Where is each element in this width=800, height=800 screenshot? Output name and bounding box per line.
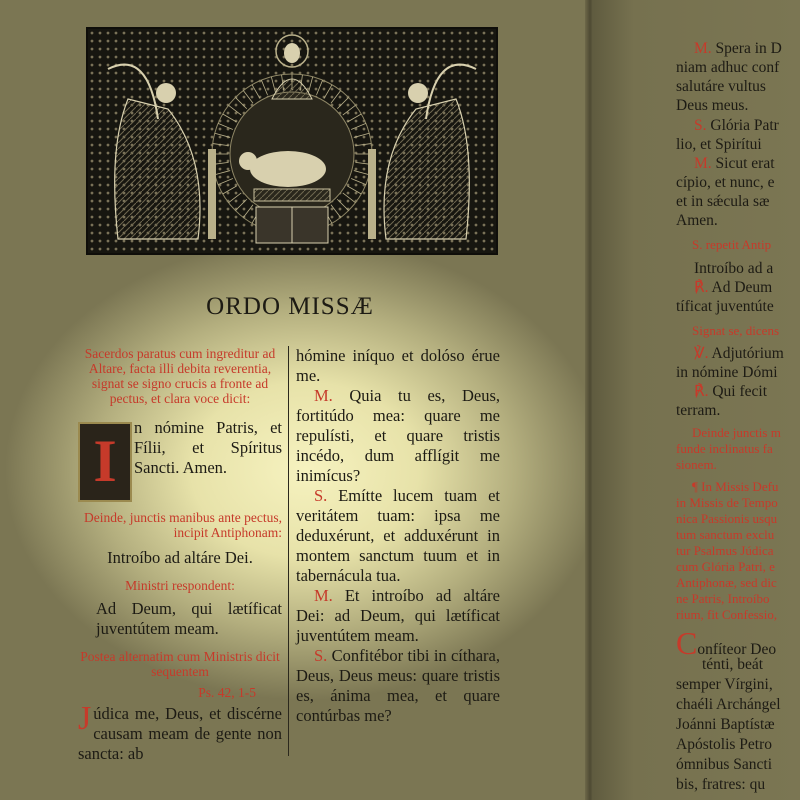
facing-rubric: tum sanctum exclu: [676, 527, 775, 542]
facing-line: bis, fratres: qu: [676, 776, 766, 793]
facing-line: M. Spera in D: [694, 40, 782, 57]
rubric-postea: Postea alternatim cum Ministris dicit sequentem: [80, 649, 280, 679]
facing-rubric: funde inclinatus fa: [676, 441, 773, 456]
page-title: ORDO MISSÆ: [206, 293, 374, 320]
facing-rubric: ne Patris, Introíbo: [676, 591, 770, 606]
facing-line: ómnibus Sancti: [676, 756, 773, 773]
facing-rubric: S. repetit Antip: [692, 237, 772, 252]
facing-line: Apóstolis Petro: [676, 736, 773, 753]
verse-4: S. Confitébor tibi in cíthara, Deus, Deus meus: quare tristis es, ánima mea, et quare contúrbas me?: [296, 646, 500, 725]
rubric-deinde: Deinde, junctis manibus ante pectus, incipit Antiphonam:: [84, 510, 282, 540]
facing-rubric: in Missis de Tempo: [676, 495, 778, 510]
facing-line: ténti, beát: [702, 656, 764, 673]
facing-line: tíficat juventúte: [676, 298, 774, 315]
facing-line: Confíteor Deo: [676, 625, 777, 661]
facing-rubric: Antiphonæ, sed dic: [676, 575, 777, 590]
facing-rubric: tur Psalmus Júdica: [676, 543, 774, 558]
right-text-column: [296, 346, 500, 726]
facing-line: Deus meus.: [676, 97, 749, 114]
facing-rubric: sionem.: [676, 457, 717, 472]
facing-line: cípio, et nunc, e: [676, 174, 775, 191]
in-nomine-text: n nómine Patris, et Fílii, et Spíritus Sancti. Amen.: [134, 418, 282, 477]
column-divider: [288, 346, 289, 756]
psalm-reference: Ps. 42, 1-5: [198, 685, 256, 700]
facing-rubric: nica Passionis usqu: [676, 511, 778, 526]
verse-1: M. Quia tu es, Deus, fortitúdo mea: quare me repulísti, et quare tristis incédo, dum afflígit me inimícus?: [296, 386, 500, 485]
verse-3: M. Et introíbo ad altáre Dei: ad Deum, qui lætíficat juventútem meam.: [296, 586, 501, 645]
psalm-text: Júdica me, Deus, et discérne causam meam de gente non sancta: ab: [78, 700, 282, 763]
facing-page: [592, 0, 800, 800]
intro-paragraph: [78, 418, 282, 498]
facing-line: et in sǽcula sæ: [676, 193, 770, 210]
illuminated-initial: I: [78, 422, 132, 502]
psalm-initial: J: [78, 700, 92, 737]
facing-line: terram.: [676, 402, 721, 419]
facing-line: S. Glória Patr: [694, 117, 779, 134]
facing-line: niam adhuc conf: [676, 59, 780, 76]
facing-line: ℣. Adjutórium: [694, 345, 784, 362]
facing-line: lio, et Spirítui: [676, 136, 762, 153]
facing-rubric: ¶ In Missis Defu: [692, 479, 779, 494]
verse-0: hómine iníquo et dolóso érue me.: [296, 346, 500, 385]
facing-line: salutáre vultus: [676, 78, 766, 95]
rubric-ministri: Ministri respondent:: [125, 578, 235, 593]
facing-rubric: rium, fit Confessio,: [676, 607, 778, 622]
response-text: Ad Deum, qui lætíficat juventútem meam.: [96, 599, 282, 638]
facing-line: ℟. Qui fecit: [694, 383, 768, 400]
engraving-illustration: [86, 27, 498, 255]
facing-line: chaéli Archángel: [676, 696, 781, 713]
facing-line: M. Sicut erat: [694, 155, 775, 172]
facing-line: Amen.: [676, 212, 718, 229]
left-text-column: [78, 346, 282, 764]
verse-2: S. Emítte lucem tuam et veritátem tuam: ipsa me deduxérunt, et adduxérunt in montem sanctum tuum et in tabernácula tua.: [296, 486, 500, 585]
facing-line: Introíbo ad a: [694, 260, 774, 277]
facing-line: ℟. Ad Deum: [694, 279, 773, 296]
facing-rubric: Signat se, dicens: [692, 323, 780, 338]
facing-rubric: cum Glória Patri, e: [676, 559, 775, 574]
antiphon-text: Introíbo ad altáre Dei.: [107, 548, 253, 567]
rubric-entrance: Sacerdos paratus cum ingreditur ad Altare, facta illi debita reverentia, signat se signo crucis a fronte ad pectus, et clara voce dicit:: [84, 346, 276, 406]
facing-rubric: Deinde junctis m: [692, 425, 781, 440]
facing-line: Joánni Baptístæ: [676, 716, 775, 733]
lamb-of-god-engraving-icon: [88, 29, 496, 253]
facing-line: semper Vírgini,: [676, 676, 773, 693]
facing-line: in nómine Dómi: [676, 364, 778, 381]
